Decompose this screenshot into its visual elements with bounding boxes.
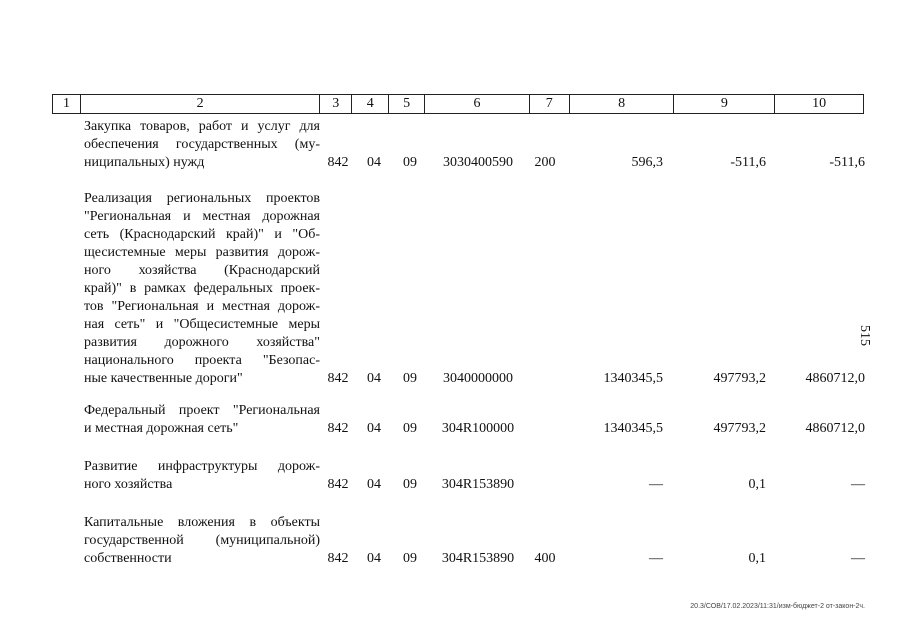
cell-amount-9: 497793,2 <box>713 371 766 386</box>
row-description <box>84 402 320 438</box>
description-line: и местная дорожная сеть" <box>84 421 239 436</box>
row-description <box>84 190 320 388</box>
cell-amount-8: 1340345,5 <box>603 371 663 386</box>
cell-code: 842 <box>327 551 349 566</box>
row-description <box>84 458 320 494</box>
cell-target-item: 304R100000 <box>441 421 515 436</box>
cell-subsection: 09 <box>403 551 417 566</box>
header-col-7: 7 <box>530 95 570 113</box>
cell-amount-8: — <box>649 551 663 566</box>
cell-amount-9: 0,1 <box>748 551 766 566</box>
description-line: развития дорожного хозяйства" <box>84 335 320 350</box>
cell-code: 842 <box>327 421 349 436</box>
cell-expense-type: 400 <box>534 551 556 566</box>
description-line: Развитие инфраструктуры дорож- <box>84 459 320 474</box>
cell-amount-8: — <box>649 477 663 492</box>
description-line: ные качественные дороги" <box>84 371 243 386</box>
cell-target-item: 304R153890 <box>441 551 515 566</box>
description-line: край)" в рамках федеральных проек- <box>84 281 320 296</box>
cell-target-item: 304R153890 <box>441 477 515 492</box>
description-line: Федеральный проект "Региональная <box>84 403 320 418</box>
description-line: обеспечения государственных (му- <box>84 137 320 152</box>
description-line: собственности <box>84 551 172 566</box>
header-col-5: 5 <box>389 95 425 113</box>
description-line: ного хозяйства <box>84 477 173 492</box>
table-row <box>52 190 864 388</box>
cell-amount-8: 596,3 <box>631 155 663 170</box>
row-description <box>84 514 320 568</box>
table-row <box>52 458 864 494</box>
cell-section: 04 <box>367 477 381 492</box>
header-col-4: 4 <box>352 95 389 113</box>
cell-expense-type: 200 <box>534 155 556 170</box>
header-col-6: 6 <box>425 95 530 113</box>
description-line: национального проекта "Безопас- <box>84 353 320 368</box>
cell-section: 04 <box>367 155 381 170</box>
description-line: ниципальных) нужд <box>84 155 205 170</box>
header-col-3: 3 <box>320 95 352 113</box>
header-col-10: 10 <box>812 96 827 111</box>
cell-amount-9: 497793,2 <box>713 421 766 436</box>
cell-code: 842 <box>327 371 349 386</box>
cell-amount-10: — <box>851 477 865 492</box>
cell-subsection: 09 <box>403 371 417 386</box>
table-row <box>52 402 864 438</box>
description-line: ного хозяйства (Краснодарский <box>84 263 320 278</box>
cell-amount-10: 4860712,0 <box>805 421 865 436</box>
cell-section: 04 <box>367 551 381 566</box>
header-col-9: 9 <box>674 95 775 113</box>
header-col-1: 1 <box>53 95 81 113</box>
document-footer: 20.3/СОВ/17.02.2023/11:31/изм-бюджет-2 от-закон-2ч. <box>690 603 865 610</box>
cell-amount-9: -511,6 <box>730 155 766 170</box>
row-description <box>84 118 320 172</box>
table-row <box>52 118 864 172</box>
cell-subsection: 09 <box>403 155 417 170</box>
cell-code: 842 <box>327 155 349 170</box>
cell-section: 04 <box>367 371 381 386</box>
description-line: государственной (муниципальной) <box>84 533 320 548</box>
description-line: щесистемные меры развития дорож- <box>84 245 320 260</box>
table-row <box>52 514 864 568</box>
cell-amount-10: -511,6 <box>829 155 865 170</box>
description-line: тов "Региональная и местная дорож- <box>84 299 320 314</box>
cell-amount-10: 4860712,0 <box>805 371 865 386</box>
cell-target-item: 3030400590 <box>443 155 513 170</box>
header-col-8: 8 <box>570 95 675 113</box>
cell-target-item: 3040000000 <box>443 371 513 386</box>
cell-amount-8: 1340345,5 <box>603 421 663 436</box>
cell-section: 04 <box>367 421 381 436</box>
table-header <box>52 94 864 114</box>
description-line: ная сеть" и "Общесистемные меры <box>84 317 320 332</box>
cell-subsection: 09 <box>403 477 417 492</box>
cell-subsection: 09 <box>403 421 417 436</box>
description-line: Закупка товаров, работ и услуг для <box>84 119 320 134</box>
header-col-2: 2 <box>81 95 320 113</box>
cell-code: 842 <box>327 477 349 492</box>
description-line: Реализация региональных проектов <box>84 191 320 206</box>
cell-amount-9: 0,1 <box>748 477 766 492</box>
description-line: Капитальные вложения в объекты <box>84 515 320 530</box>
cell-amount-10: — <box>851 551 865 566</box>
description-line: сеть (Краснодарский край)" и "Об- <box>84 227 320 242</box>
page-number: 515 <box>857 325 872 346</box>
description-line: "Региональная и местная дорожная <box>84 209 320 224</box>
